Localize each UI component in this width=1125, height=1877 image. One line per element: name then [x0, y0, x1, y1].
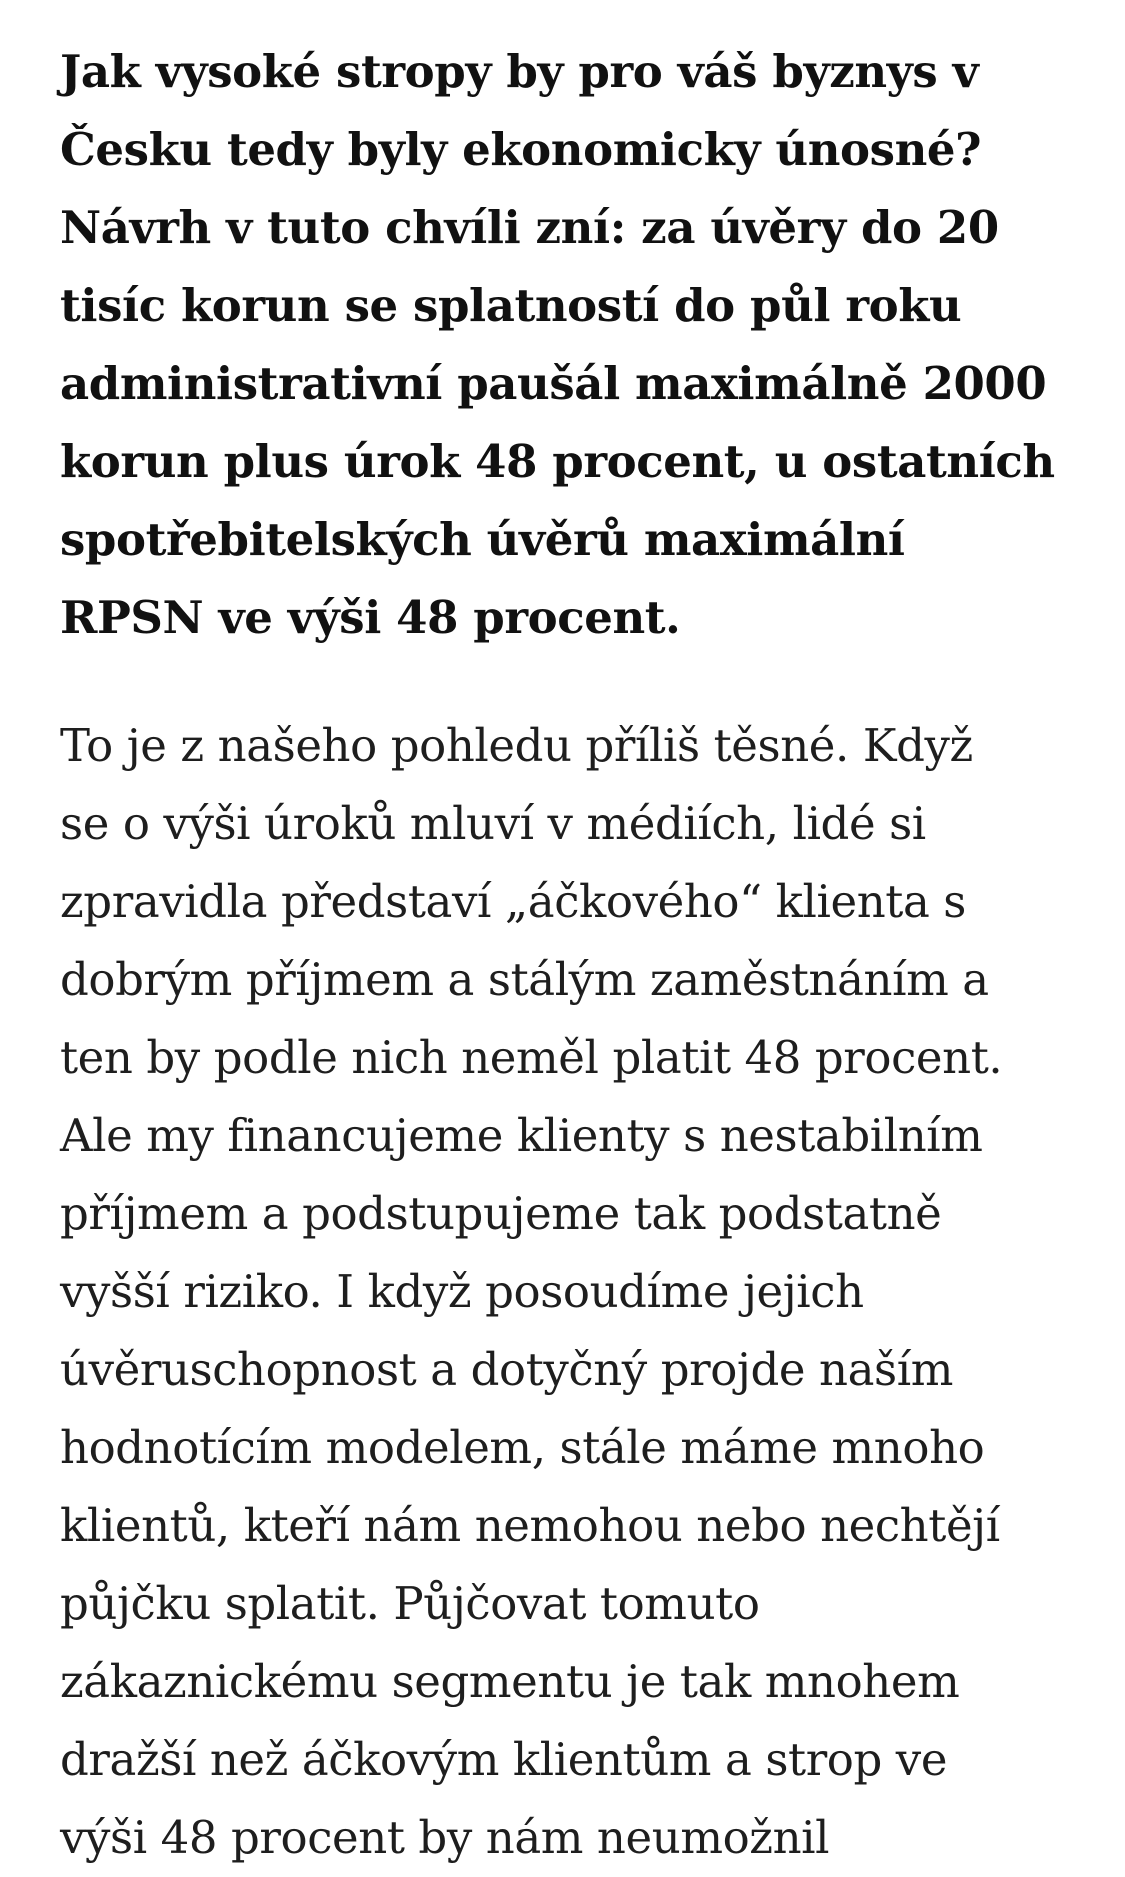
question-line: administrativní paušál maximálně 2000 — [60, 357, 1047, 410]
question-line: spotřebitelských úvěrů maximální — [60, 513, 905, 566]
answer-line: ten by podle nich neměl platit 48 procent. — [60, 1031, 1003, 1084]
question-line: korun plus úrok 48 procent, u ostatních — [60, 435, 1055, 488]
answer-line: Ale my financujeme klienty s nestabilním — [60, 1109, 983, 1162]
answer-line: výši 48 procent by nám neumožnil — [60, 1811, 830, 1864]
answer-line: půjčku splatit. Půjčovat tomuto — [60, 1577, 760, 1630]
answer-line: příjmem a podstupujeme tak podstatně — [60, 1187, 942, 1240]
interview-answer — [60, 707, 1070, 1877]
answer-line: úvěruschopnost a dotyčný projde naším — [60, 1343, 953, 1396]
answer-line: klientů, kteří nám nemohou nebo nechtějí — [60, 1499, 1000, 1552]
question-line: Česku tedy byly ekonomicky únosné? — [60, 123, 982, 176]
answer-line: dobrým příjmem a stálým zaměstnáním a — [60, 953, 989, 1006]
answer-line: zpravidla představí „áčkového“ klienta s — [60, 875, 966, 928]
answer-line: To je z našeho pohledu příliš těsné. Když — [60, 719, 973, 772]
answer-line: vyšší riziko. I když posoudíme jejich — [60, 1265, 864, 1318]
answer-line: se o výši úroků mluví v médiích, lidé si — [60, 797, 926, 850]
question-line: RPSN ve výši 48 procent. — [60, 591, 681, 644]
answer-line: dražší než áčkovým klientům a strop ve — [60, 1733, 948, 1786]
interview-question — [60, 33, 1070, 657]
question-line: Návrh v tuto chvíli zní: za úvěry do 20 — [60, 201, 999, 254]
question-line: Jak vysoké stropy by pro váš byznys v — [60, 45, 979, 98]
answer-line: zákaznickému segmentu je tak mnohem — [60, 1655, 960, 1708]
answer-line: hodnotícím modelem, stále máme mnoho — [60, 1421, 985, 1474]
question-line: tisíc korun se splatností do půl roku — [60, 279, 962, 332]
